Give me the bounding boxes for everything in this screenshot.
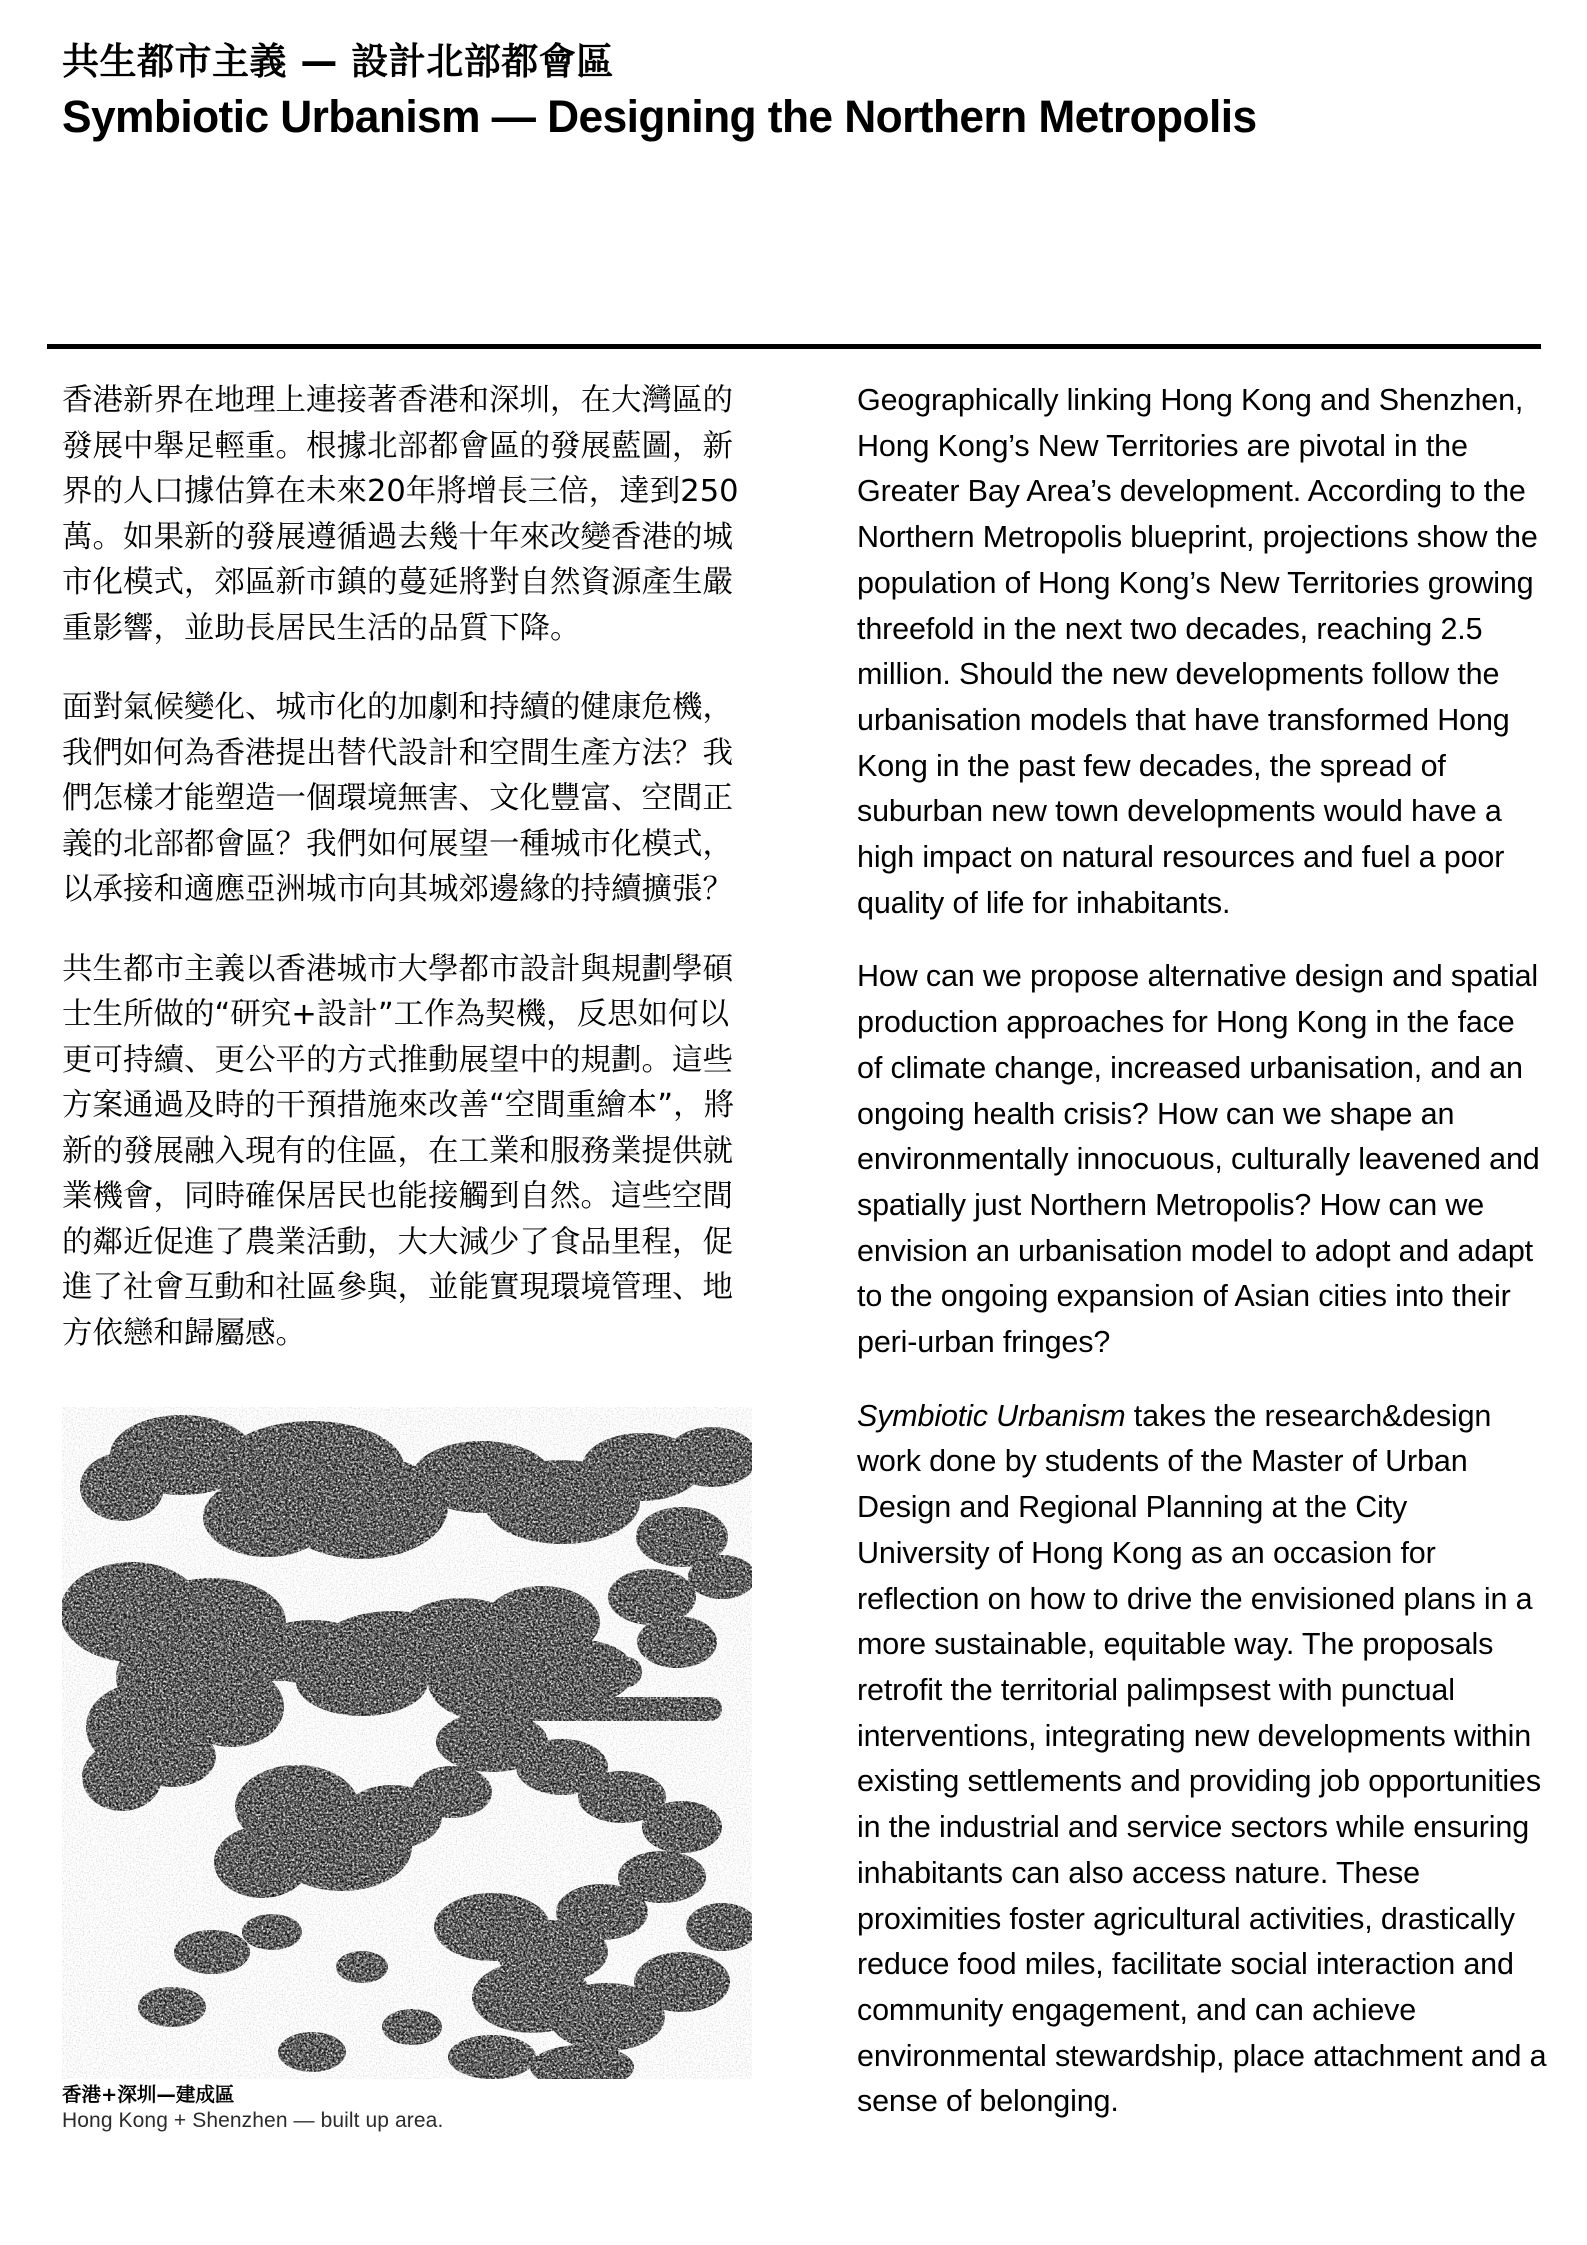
english-paragraph-3 xyxy=(857,1394,1547,2125)
english-paragraph-1 xyxy=(857,378,1547,926)
page-title-english: Symbiotic Urbanism — Designing the Northern Metropolis xyxy=(62,90,1257,142)
figure-caption xyxy=(62,2083,752,2135)
chinese-paragraph-1: 香港新界在地理上連接著香港和深圳，在大灣區的發展中舉足輕重。根據北部都會區的發展藍圖，新界的人口據估算在未來20年將增長三倍，達到250萬。如果新的發展遵循過去幾十年來改變香港的城市化模式，郊區新市鎮的蔓延將對自然資源產生嚴重影響，並助長居民生活的品質下降。 xyxy=(62,383,739,646)
built-up-area-map-image xyxy=(62,1407,752,2079)
chinese-paragraph-2: 面對氣候變化、城市化的加劇和持續的健康危機，我們如何為香港提出替代設計和空間生產方法？我們怎樣才能塑造一個環境無害、文化豐富、空間正義的北部都會區？我們如何展望一種城市化模式，以承接和適應亞洲城市向其城郊邊緣的持續擴張？ xyxy=(62,690,733,907)
english-paragraph-2-body: How can we propose alternative design and spatial production approaches for Hong Kong in the face of climate change, increased urbanisation, and an ongoing health crisis? How can we shape an environmentally innocuous, culturally leavened and spatially just Northern Metropolis? How can we envision an urbanisation model to adopt and adapt to the ongoing expansion of Asian cities into their peri-urban fringes? xyxy=(857,959,1540,1360)
chinese-paragraph-3: 共生都市主義以香港城市大學都市設計與規劃學碩士生所做的“研究+設計”工作為契機，反思如何以更可持續、更公平的方式推動展望中的規劃。這些方案通過及時的干預措施來改善“空間重繪本”，將新的發展融入現有的住區，在工業和服務業提供就業機會，同時確保居民也能接觸到自然。這些空間的鄰近促進了農業活動，大大減少了食品里程，促進了社會互動和社區參與，並能實現環境管理、地方依戀和歸屬感。 xyxy=(62,951,735,1351)
english-paragraph-3-italic-lead: Symbiotic Urbanism xyxy=(857,1398,1126,1433)
english-text-column xyxy=(857,378,1547,2125)
english-paragraph-3-body: takes the research&design work done by students of the Master of Urban Design and Regional Planning at the City University of Hong Kong as an occasion for reflection on how to drive the envisioned plans in a more sustainable, equitable way. The proposals retrofit the territorial palimpsest with punctual interventions, integrating new developments within existing settlements and providing job opportunities in the industrial and service sectors while ensuring inhabitants can also access nature. These proximities foster agricultural activities, drastically reduce food miles, facilitate social interaction and community engagement, and can achieve environmental stewardship, place attachment and a sense of belonging. xyxy=(857,1398,1547,2119)
figure-caption-chinese: 香港+深圳—建成區 xyxy=(62,2083,235,2106)
page-title-chinese: 共生都市主義 — 設計北部都會區 xyxy=(62,40,614,83)
header-divider xyxy=(47,344,1541,349)
english-paragraph-1-body: Geographically linking Hong Kong and Shenzhen, Hong Kong’s New Territories are pivotal in the Greater Bay Area’s development. According to the Northern Metropolis blueprint, projections show the population of Hong Kong’s New Territories growing threefold in the next two decades, reaching 2.5 million. Should the new developments follow the urbanisation models that have transformed Hong Kong in the past few decades, the spread of suburban new town developments would have a high impact on natural resources and fuel a poor quality of life for inhabitants. xyxy=(857,383,1538,920)
figure-caption-english: Hong Kong + Shenzhen — built up area. xyxy=(62,2108,444,2132)
figure-built-up-area xyxy=(62,1407,752,2135)
chinese-text-column xyxy=(62,378,754,1390)
english-paragraph-2 xyxy=(857,954,1547,1365)
page-header xyxy=(62,40,1542,141)
